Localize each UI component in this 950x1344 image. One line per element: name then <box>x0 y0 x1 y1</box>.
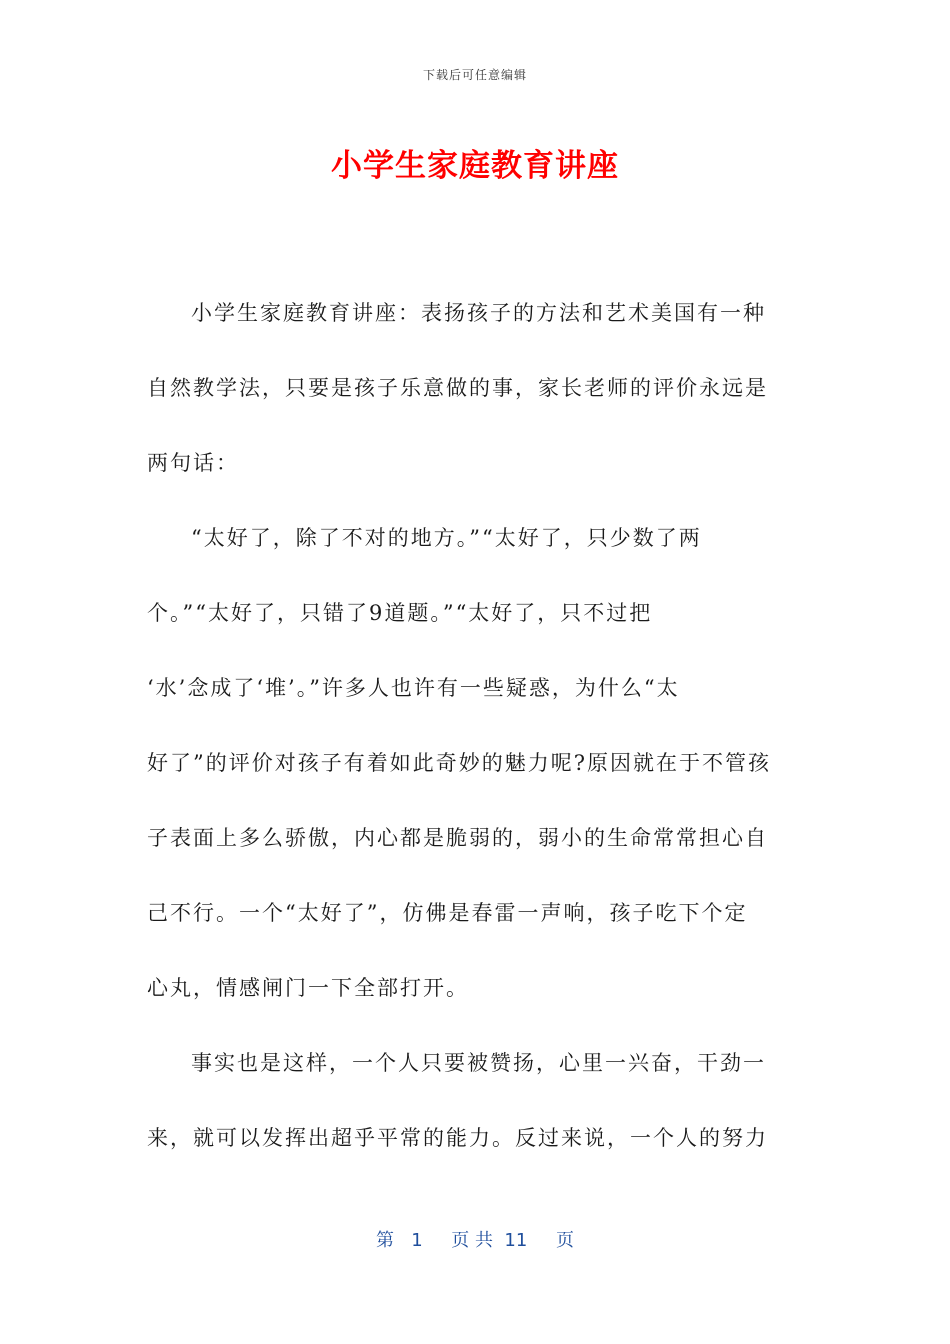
document-body <box>147 276 807 1176</box>
paragraph-line: “太好了，除了不对的地方。”“太好了，只少数了两 <box>191 526 702 550</box>
document-title: 小学生家庭教育讲座 <box>331 148 619 184</box>
paragraph-line: 事实也是这样，一个人只要被赞扬，心里一兴奋，干劲一 <box>191 1051 766 1075</box>
paragraph-line: 两句话： <box>147 451 239 475</box>
paragraph-line: 心丸，情感闸门一下全部打开。 <box>147 976 469 1000</box>
paragraph-line: 子表面上多么骄傲，内心都是脆弱的，弱小的生命常常担心自 <box>147 826 768 850</box>
paragraph-line: 小学生家庭教育讲座：表扬孩子的方法和艺术美国有一种 <box>191 301 766 325</box>
paragraph-line: ‘水’念成了‘堆’。”许多人也许有一些疑惑，为什么“太 <box>147 676 680 700</box>
paragraph-line: 好了”的评价对孩子有着如此奇妙的魅力呢?原因就在于不管孩 <box>147 751 771 775</box>
paragraph-line: 个。”“太好了，只错了9道题。”“太好了，只不过把 <box>147 601 653 625</box>
paragraph-line: 来，就可以发挥出超乎平常的能力。反过来说，一个人的努力 <box>147 1126 768 1150</box>
page-header-note: 下载后可任意编辑 <box>422 68 527 82</box>
paragraph-line: 自然教学法，只要是孩子乐意做的事，家长老师的评价永远是 <box>147 376 768 400</box>
paragraph-line: 己不行。一个“太好了”，仿佛是春雷一声响，孩子吃下个定 <box>147 901 748 925</box>
page-number-footer: 第 1 页 共 11 页 <box>376 1230 574 1251</box>
